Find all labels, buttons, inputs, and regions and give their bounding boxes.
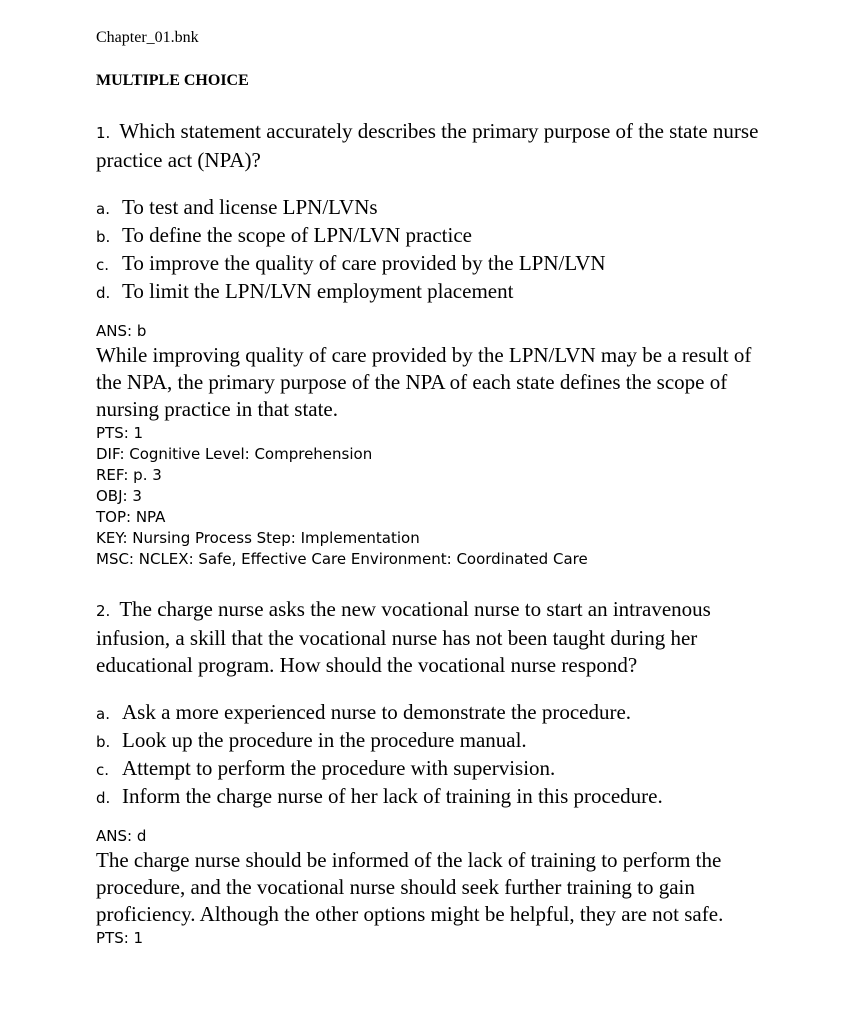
answer-line	[96, 826, 776, 847]
choice-text: To improve the quality of care provided by the LPN/LVN	[122, 251, 606, 275]
metadata-line-ref: REF: p. 3	[96, 466, 162, 484]
choice-letter: c.	[96, 761, 110, 779]
metadata-line-dif: DIF: Cognitive Level: Comprehension	[96, 445, 373, 463]
metadata-line-obj: OBJ: 3	[96, 487, 142, 505]
choice-list	[96, 194, 776, 306]
choice-row	[96, 699, 776, 727]
metadata-line-msc: MSC: NCLEX: Safe, Effective Care Environment: Coordinated Care	[96, 550, 588, 568]
document-filename: Chapter_01.bnk	[96, 29, 199, 46]
question-text: Which statement accurately describes the primary purpose of the state nurse practice act (NPA)?	[96, 119, 759, 172]
choice-text: To define the scope of LPN/LVN practice	[122, 223, 472, 247]
rationale-text: The charge nurse should be informed of the lack of training to perform the procedure, and the vocational nurse should seek further training to gain proficiency. Although the other options might be helpful, they are not safe.	[96, 848, 724, 926]
choice-text: To limit the LPN/LVN employment placement	[122, 279, 514, 303]
choice-text: To test and license LPN/LVNs	[122, 195, 378, 219]
choice-letter: d.	[96, 789, 111, 807]
choice-letter: a.	[96, 200, 110, 218]
question-number: 2.	[96, 602, 111, 620]
answer-label: ANS:	[96, 827, 133, 845]
answer-label: ANS:	[96, 322, 133, 340]
choice-text: Inform the charge nurse of her lack of training in this procedure.	[122, 784, 663, 808]
choice-letter: b.	[96, 228, 111, 246]
choice-row	[96, 727, 776, 755]
choice-row	[96, 278, 776, 306]
answer-value: b	[136, 322, 147, 340]
metadata-line-pts: PTS: 1	[96, 929, 144, 947]
choice-letter: a.	[96, 705, 110, 723]
choice-row	[96, 783, 776, 811]
question-stem	[96, 118, 776, 174]
question-number: 1.	[96, 124, 111, 142]
answer-line	[96, 321, 776, 342]
metadata-line-top: TOP: NPA	[96, 508, 166, 526]
question-block	[96, 596, 776, 949]
choice-letter: c.	[96, 256, 110, 274]
section-heading: MULTIPLE CHOICE	[96, 72, 249, 89]
question-block	[96, 118, 776, 570]
choice-row	[96, 250, 776, 278]
choice-list	[96, 699, 776, 811]
answer-value: d	[136, 827, 147, 845]
metadata-line-key: KEY: Nursing Process Step: Implementation	[96, 529, 420, 547]
choice-letter: b.	[96, 733, 111, 751]
choice-text: Attempt to perform the procedure with supervision.	[122, 756, 556, 780]
choice-letter: d.	[96, 284, 111, 302]
metadata-line-pts: PTS: 1	[96, 424, 144, 442]
answer-block	[96, 321, 776, 570]
choice-row	[96, 194, 776, 222]
rationale-text: While improving quality of care provided by the LPN/LVN may be a result of the NPA, the primary purpose of the NPA of each state defines the scope of nursing practice in that state.	[96, 343, 752, 421]
choice-text: Look up the procedure in the procedure manual.	[122, 728, 527, 752]
answer-block	[96, 826, 776, 949]
question-text: The charge nurse asks the new vocational nurse to start an intravenous infusion, a skill that the vocational nurse has not been taught during her educational program. How should the vocational nurse respond?	[96, 597, 711, 677]
choice-row	[96, 222, 776, 250]
question-stem	[96, 596, 776, 679]
choice-text: Ask a more experienced nurse to demonstrate the procedure.	[122, 700, 632, 724]
choice-row	[96, 755, 776, 783]
